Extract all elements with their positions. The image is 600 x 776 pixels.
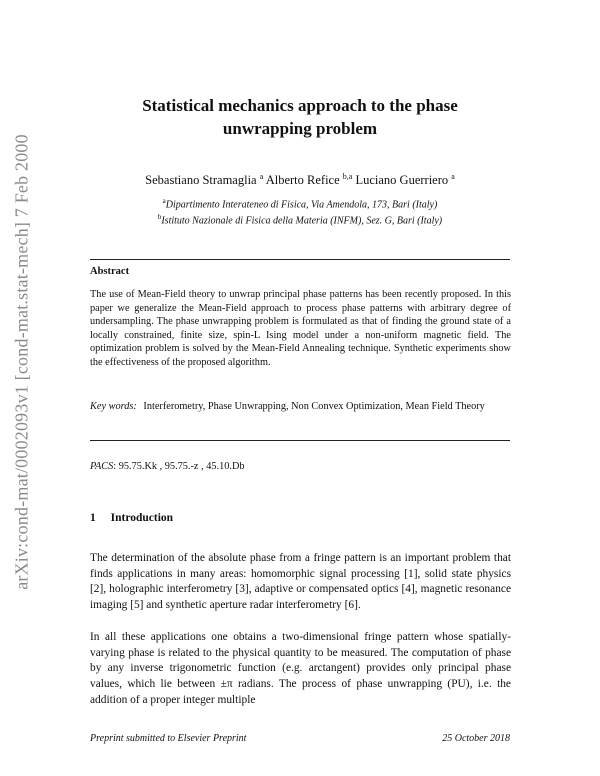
keywords-label: Key words: [90,401,137,412]
author-list [90,172,510,188]
footer-preprint-note: Preprint submitted to Elsevier Preprint [90,733,247,744]
abstract-text: The use of Mean-Field theory to unwrap principal phase patterns has been recently proposed. In this paper we generalize the Mean-Field approach to process phase patterns with arbitrary degree of undersampling. The phase unwrapping problem is formulated as that of finding the ground state of a locally constrained, finite size, spin-L Ising model under a non-uniform magnetic field. The optimization problem is solved by the Mean-Field Annealing technique. Synthetic experiments show the effectiveness of the proposed algorithm. [90,289,511,368]
affiliation [90,197,510,210]
pacs-text: : 95.75.Kk , 95.75.-z , 45.10.Db [113,461,245,472]
keywords [90,400,511,414]
keywords-text: Interferometry, Phase Unwrapping, Non Convex Optimization, Mean Field Theory [143,401,485,412]
author-name: Alberto Refice [265,173,340,188]
author-affiliation-mark: a [259,172,264,181]
affiliation-mark: b [157,213,162,221]
arxiv-sidebar [8,112,36,612]
affiliation-mark: a [162,197,166,205]
affiliation-text: Istituto Nazionale di Fisica della Materia (INFM), Sez. G, Bari (Italy) [161,215,443,227]
pacs-codes [90,461,245,472]
abstract-top-rule [90,259,510,260]
author-name: Sebastiano Stramaglia [145,173,257,188]
footer-date: 25 October 2018 [442,733,510,744]
section-title: Introduction [110,512,174,524]
title-line-1: Statistical mechanics approach to the phase [142,96,458,115]
affiliation [90,213,510,226]
abstract-heading: Abstract [90,266,130,277]
pacs-label: PACS [90,461,114,472]
section-number: 1 [90,512,96,524]
arxiv-identifier: arXiv:cond-mat/0002093v1 [cond-mat.stat-mech] 7 Feb 2000 [11,134,32,590]
author-affiliation-mark: a [451,172,455,181]
abstract-bottom-rule [90,440,510,441]
section-heading [90,512,173,524]
paper-title [90,94,510,140]
author-affiliation-mark: b,a [342,172,353,181]
author-name: Luciano Guerriero [355,173,449,188]
affiliation-text: Dipartimento Interateneo di Fisica, Via Amendola, 173, Bari (Italy) [165,199,438,211]
intro-paragraph: The determination of the absolute phase from a fringe pattern is an important problem that finds applications in many areas: homomorphic signal processing [1], solid state physics [2], holographic interferometry [3], adaptive or compensated optics [4], magnetic resonance imaging [5] and synthetic aperture radar interferometry [6]. [90,552,511,612]
title-line-2: unwrapping problem [222,119,378,138]
intro-paragraph: In all these applications one obtains a two-dimensional fringe pattern whose spatially-varying phase is related to the physical quantity to be measured. The computation of phase by any inverse trigonometric function (e.g. arctangent) provides only principal phase values, which lie between ±π radians. The process of phase unwrapping (PU), i.e. the addition of a proper integer multiple [90,631,511,706]
